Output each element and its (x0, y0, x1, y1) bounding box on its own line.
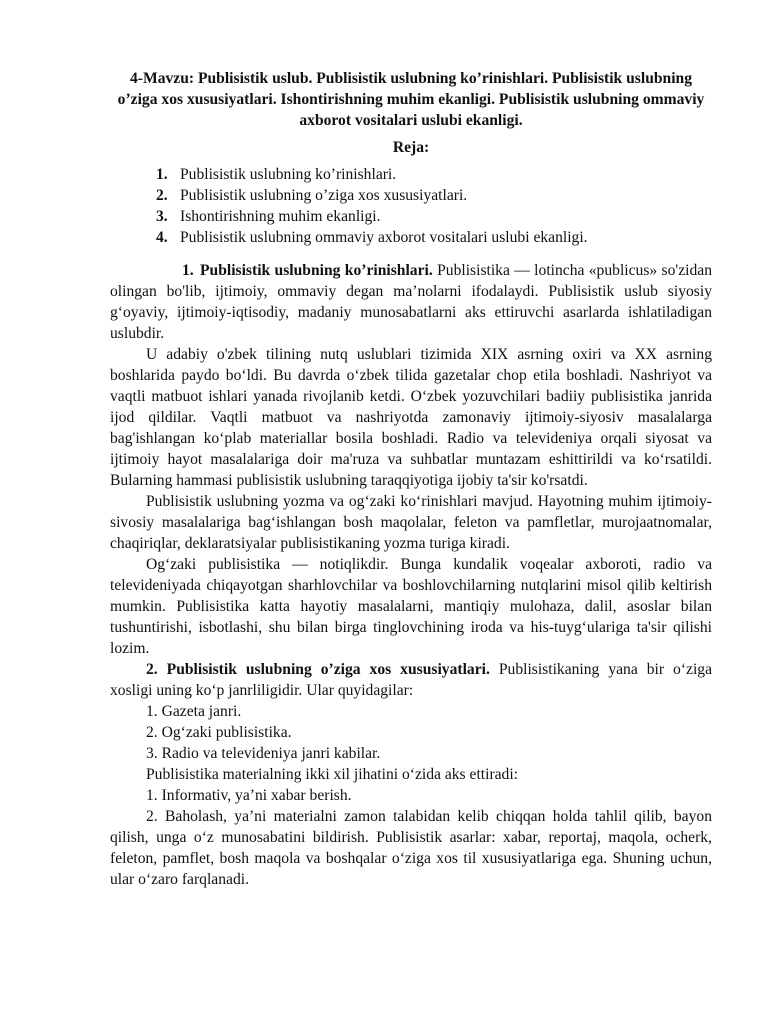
plan-item-number: 2. (156, 187, 168, 204)
section1-paragraph-1 (110, 260, 712, 344)
document-page (110, 68, 712, 890)
plan-item-text: Publisistik uslubning ko’rinishlari. (180, 166, 397, 183)
section1-number: 1. (182, 262, 194, 279)
plan-item-text: Publisistik uslubning o’ziga xos xususiyatlari. (180, 187, 468, 204)
aspect-item-1: 1. Informativ, ya’ni xabar berish. (146, 787, 352, 804)
plan-item-number: 4. (156, 229, 168, 246)
section1-paragraph-2: U adabiy o'zbek tilining nutq uslublari tizimida XIX asrning oxiri va XX asrning boshlarida paydo bo‘ldi. Bu davrda o‘zbek tilida gazetalar chop etila boshladi. Nashriyot va vaqtli matbuot ishlari yanada rivojlanib ketdi. O‘zbek yozuvchilari badiiy publisistika janrida ijod qildilar. Vaqtli matbuot va nashriyotda zamonaviy ijtimoiy-siyosiv masalalarga bag'ishlangan ko‘plab materiallar bosila boshladi. Radio va televideniya orqali siyosat va ijtimoiy hayot masalalariga doir ma'ruza va suhbatlar muntazam eshittirildi va ko‘rsatildi. Bularning hammasi publisistik uslubning taraqqiyotiga ijobiy ta'sir ko'rsatdi. (110, 346, 712, 489)
plan-item-text: Publisistik uslubning ommaviy axborot vositalari uslubi ekanligi. (180, 229, 588, 246)
plan-item (110, 164, 712, 185)
section2-heading: 2. Publisistik uslubning o’ziga xos xususiyatlari. (146, 661, 490, 678)
plan-item (110, 227, 712, 248)
plan-item (110, 185, 712, 206)
plan-item-number: 3. (156, 208, 168, 225)
section1-paragraph-3: Publisistik uslubning yozma va og‘zaki ko‘rinishlari mavjud. Hayotning muhim ijtimoiy-sivosiy masalalariga bag‘ishlangan bosh maqolalar, feleton va pamfletlar, murojaatnomalar, chaqiriqlar, deklaratsiyalar publisistikaning yozma turiga kiradi. (110, 493, 712, 552)
section1-text: Publisistika — lotincha «publicus» so'zidan olingan bo'lib, ijtimoiy, ommaviy degan ma’nolarni ifodalaydi. Publisistik uslub siyosiy g‘oyaviy, ijtimoiy-iqtisodiy, madaniy munosabatlarni aks ettiruvchi asarlarda ishlatiladigan uslubdir. (110, 262, 712, 342)
section2-intro-text: Publisistikaning yana bir o‘ziga xosligi uning ko‘p janrliligidir. Ular quyidagilar: (110, 661, 712, 699)
document-title: 4-Mavzu: Publisistik uslub. Publisistik uslubning ko’rinishlari. Publisistik uslubning o’ziga xos xususiyatlari. Ishontirishning muhim ekanligi. Publisistik uslubning ommaviy axborot vositalari uslubi ekanligi. (117, 70, 705, 129)
plan-item (110, 206, 712, 227)
plan-heading: Reja: (392, 139, 430, 156)
aspect-item-2: 2. Baholash, ya’ni materialni zamon talabidan kelib chiqqan holda tahlil qilib, bayon qilish, unga o‘z munosabatini bildirish. Publisistik asarlar: xabar, reportaj, maqola, ocherk, feleton, pamflet, bosh maqola va boshqalar o‘ziga xos til xususiyatlariga ega. Shuning uchun, ular o‘zaro farqlanadi. (110, 808, 712, 888)
section2-paragraph-intro (110, 659, 712, 701)
section1-paragraph-4: Og‘zaki publisistika — notiqlikdir. Bunga kundalik voqealar axboroti, radio va televideniyada chiqayotgan sharhlovchilar va boshlovchilarning nutqlarini misol qilib keltirish mumkin. Publisistika katta hayotiy masalalarni, mantiqiy mulohaza, dalil, asoslar bilan tushuntirishi, isbotlashi, shu bilan birga tinglovchining iroda va his-tuyg‘ulariga ta'sir qilishi lozim. (110, 556, 712, 657)
genre-item: 2. Og‘zaki publisistika. (146, 724, 292, 741)
genre-item: 3. Radio va televideniya janri kabilar. (146, 745, 381, 762)
plan-list (110, 164, 712, 248)
plan-item-text: Ishontirishning muhim ekanligi. (180, 208, 381, 225)
aspects-intro: Publisistika materialning ikki xil jihatini o‘zida aks ettiradi: (146, 766, 519, 783)
section1-heading: Publisistik uslubning ko’rinishlari. (200, 262, 433, 279)
genre-item: 1. Gazeta janri. (146, 703, 242, 720)
plan-item-number: 1. (156, 166, 168, 183)
